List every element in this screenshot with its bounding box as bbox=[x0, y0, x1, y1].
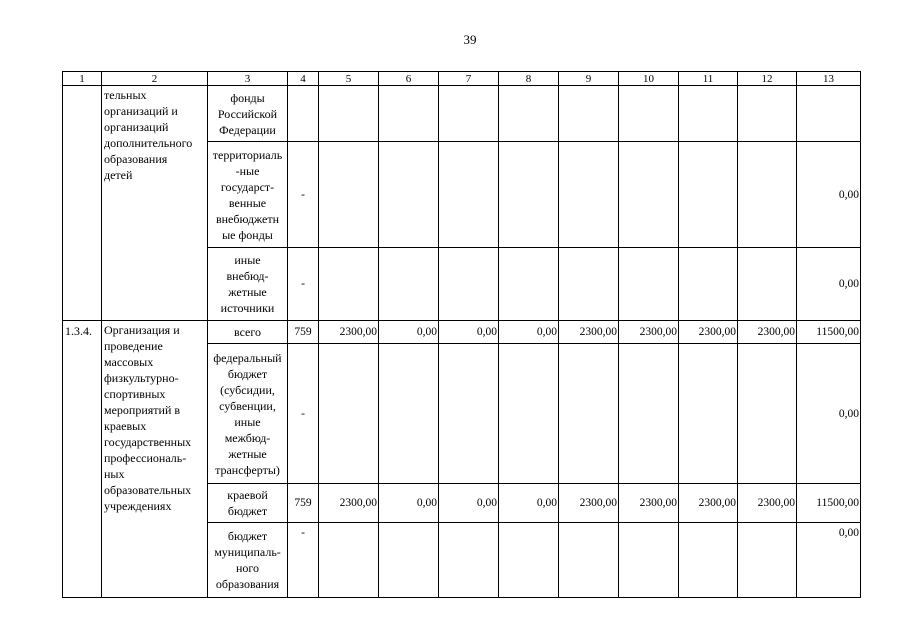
column-header: 12 bbox=[738, 72, 797, 86]
value-cell bbox=[619, 248, 679, 321]
funding-source-cell: всего bbox=[208, 321, 288, 344]
value-cell bbox=[738, 86, 797, 142]
value-cell bbox=[379, 142, 439, 248]
value-cell: 0,00 bbox=[379, 321, 439, 344]
value-cell: 2300,00 bbox=[679, 484, 738, 523]
value-cell: 759 bbox=[288, 321, 319, 344]
value-cell bbox=[679, 86, 738, 142]
value-cell bbox=[439, 86, 499, 142]
value-cell bbox=[439, 142, 499, 248]
value-cell: 0,00 bbox=[379, 484, 439, 523]
row-title-cell: тельных организаций и организаций дополнительного образования детей bbox=[102, 86, 208, 321]
value-cell bbox=[619, 523, 679, 598]
column-header: 5 bbox=[319, 72, 379, 86]
row-title-cell: Организация и проведение массовых физкультурно- спортивных мероприятий в краевых государственных профессиональ- ных образовательных учреждениях bbox=[102, 321, 208, 598]
value-cell bbox=[319, 142, 379, 248]
value-cell bbox=[559, 344, 619, 484]
value-cell bbox=[679, 344, 738, 484]
column-header: 4 bbox=[288, 72, 319, 86]
value-cell: - bbox=[288, 248, 319, 321]
value-cell: - bbox=[288, 344, 319, 484]
value-cell: 0,00 bbox=[499, 321, 559, 344]
value-cell bbox=[738, 248, 797, 321]
row-number-cell: 1.3.4. bbox=[63, 321, 102, 598]
value-cell bbox=[499, 142, 559, 248]
value-cell bbox=[797, 86, 861, 142]
value-cell bbox=[439, 523, 499, 598]
value-cell bbox=[738, 142, 797, 248]
value-cell: 0,00 bbox=[797, 248, 861, 321]
value-cell bbox=[379, 344, 439, 484]
value-cell bbox=[379, 86, 439, 142]
value-cell: 2300,00 bbox=[619, 321, 679, 344]
value-cell bbox=[619, 344, 679, 484]
value-cell: - bbox=[288, 142, 319, 248]
table-row bbox=[63, 321, 861, 344]
value-cell bbox=[679, 248, 738, 321]
row-number-cell bbox=[63, 86, 102, 321]
value-cell bbox=[559, 86, 619, 142]
column-header: 6 bbox=[379, 72, 439, 86]
value-cell: 0,00 bbox=[797, 142, 861, 248]
value-cell bbox=[379, 248, 439, 321]
value-cell bbox=[738, 523, 797, 598]
value-cell bbox=[439, 344, 499, 484]
value-cell bbox=[738, 344, 797, 484]
value-cell bbox=[379, 523, 439, 598]
value-cell: 0,00 bbox=[439, 484, 499, 523]
value-cell: 2300,00 bbox=[619, 484, 679, 523]
value-cell bbox=[499, 344, 559, 484]
value-cell bbox=[499, 523, 559, 598]
table-row bbox=[63, 86, 861, 142]
value-cell: - bbox=[288, 523, 319, 598]
column-header: 7 bbox=[439, 72, 499, 86]
value-cell bbox=[679, 142, 738, 248]
funding-source-cell: иные внебюд- жетные источники bbox=[208, 248, 288, 321]
value-cell: 0,00 bbox=[439, 321, 499, 344]
value-cell bbox=[499, 248, 559, 321]
value-cell bbox=[319, 523, 379, 598]
value-cell bbox=[288, 86, 319, 142]
value-cell: 2300,00 bbox=[738, 484, 797, 523]
value-cell: 11500,00 bbox=[797, 321, 861, 344]
column-header: 11 bbox=[679, 72, 738, 86]
page-number: 39 bbox=[463, 32, 477, 47]
column-header: 13 bbox=[797, 72, 861, 86]
value-cell: 2300,00 bbox=[319, 321, 379, 344]
value-cell: 0,00 bbox=[499, 484, 559, 523]
value-cell: 2300,00 bbox=[738, 321, 797, 344]
value-cell bbox=[619, 86, 679, 142]
funding-source-cell: краевой бюджет bbox=[208, 484, 288, 523]
value-cell bbox=[619, 142, 679, 248]
value-cell: 759 bbox=[288, 484, 319, 523]
value-cell: 2300,00 bbox=[679, 321, 738, 344]
value-cell: 2300,00 bbox=[319, 484, 379, 523]
funding-source-cell: фонды Российской Федерации bbox=[208, 86, 288, 142]
column-header: 3 bbox=[208, 72, 288, 86]
value-cell bbox=[319, 344, 379, 484]
value-cell: 11500,00 bbox=[797, 484, 861, 523]
value-cell: 0,00 bbox=[797, 344, 861, 484]
value-cell bbox=[679, 523, 738, 598]
value-cell bbox=[499, 86, 559, 142]
column-header: 9 bbox=[559, 72, 619, 86]
column-header: 10 bbox=[619, 72, 679, 86]
header-row bbox=[63, 72, 861, 86]
funding-source-cell: территориаль -ные государст- венные внебюджетн ые фонды bbox=[208, 142, 288, 248]
value-cell bbox=[439, 248, 499, 321]
funding-source-cell: бюджет муниципаль- ного образования bbox=[208, 523, 288, 598]
value-cell bbox=[319, 86, 379, 142]
value-cell bbox=[559, 142, 619, 248]
value-cell bbox=[559, 248, 619, 321]
column-header: 8 bbox=[499, 72, 559, 86]
value-cell: 2300,00 bbox=[559, 321, 619, 344]
value-cell: 0,00 bbox=[797, 523, 861, 598]
value-cell bbox=[559, 523, 619, 598]
column-header: 2 bbox=[102, 72, 208, 86]
budget-table bbox=[62, 71, 861, 598]
column-header: 1 bbox=[63, 72, 102, 86]
value-cell: 2300,00 bbox=[559, 484, 619, 523]
value-cell bbox=[319, 248, 379, 321]
funding-source-cell: федеральный бюджет (субсидии, субвенции, иные межбюд- жетные трансферты) bbox=[208, 344, 288, 484]
